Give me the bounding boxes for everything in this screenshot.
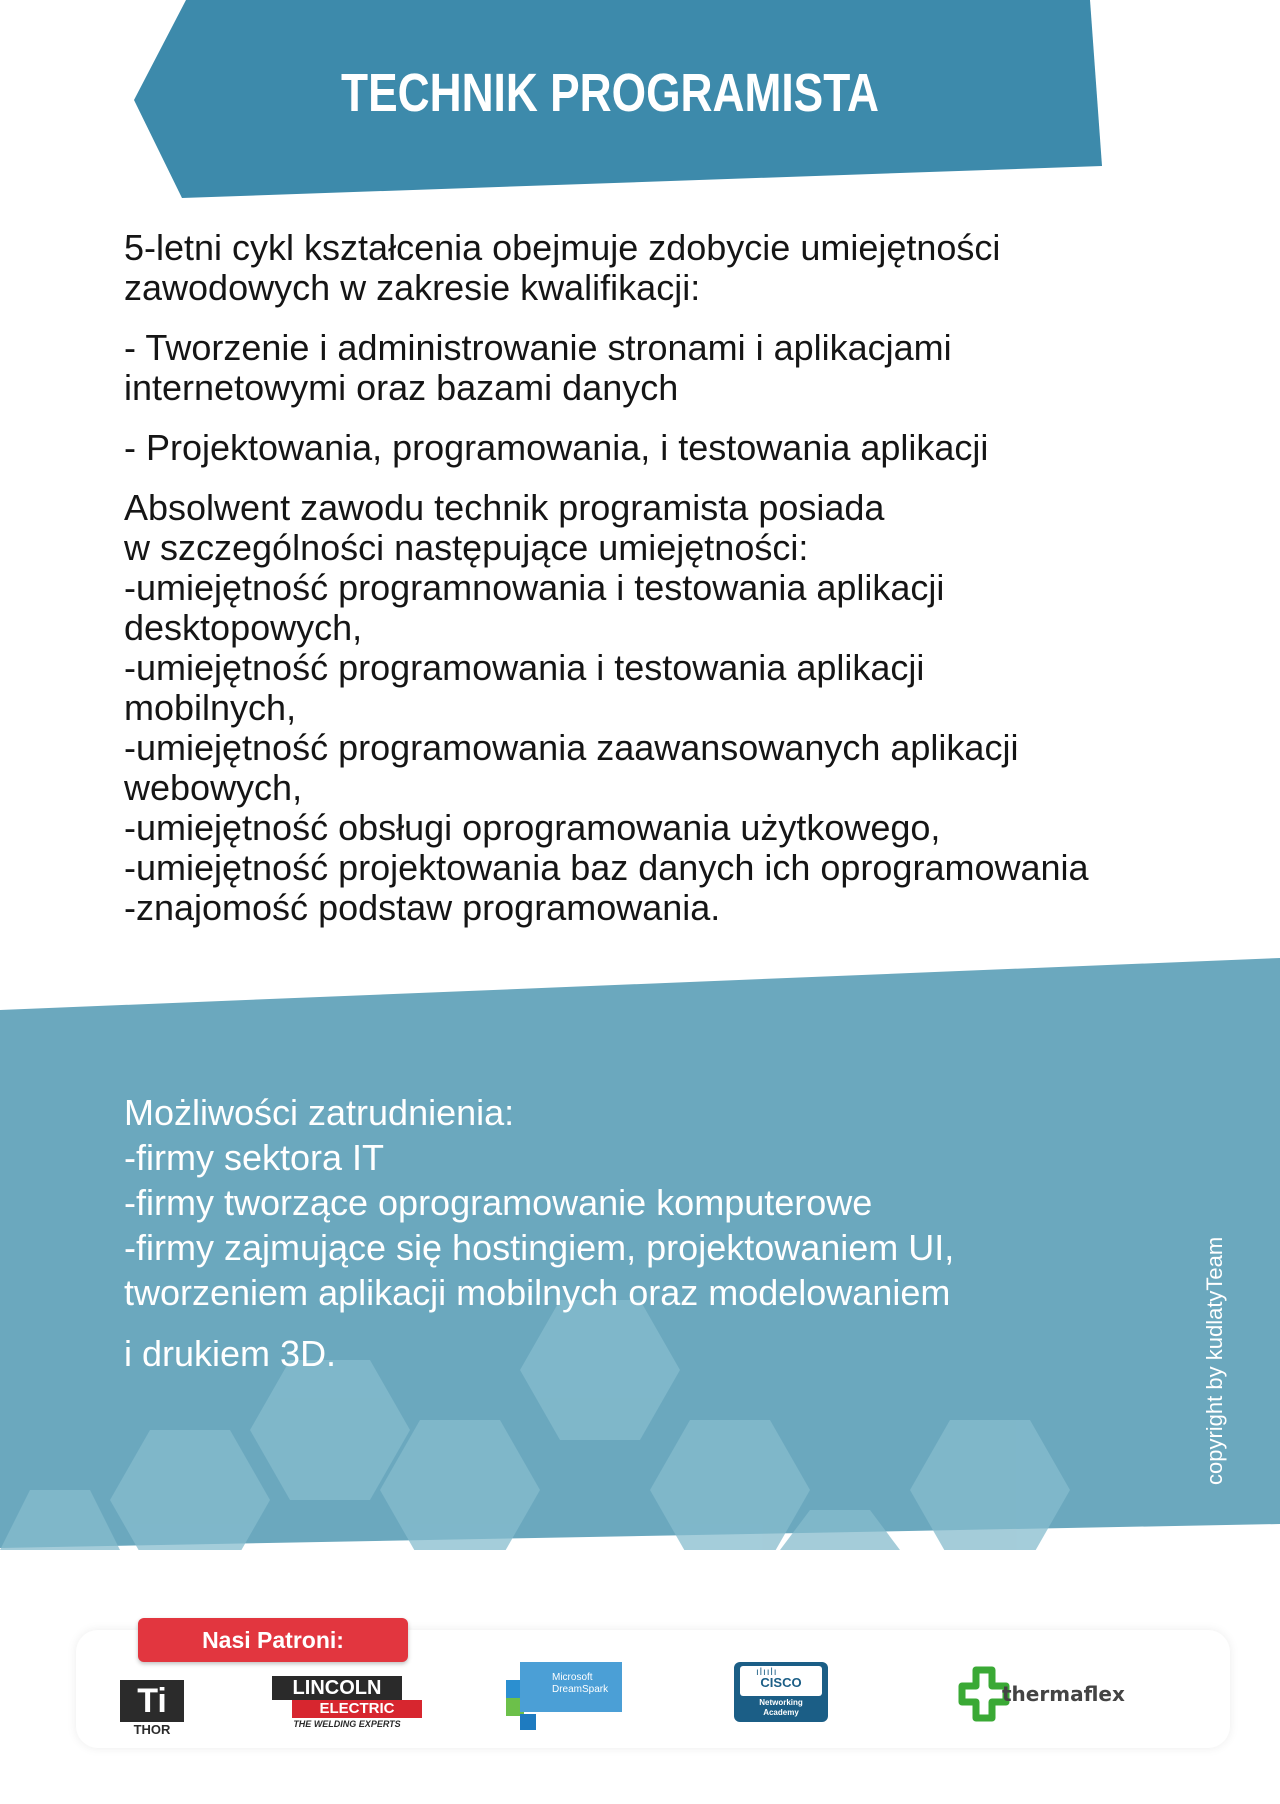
employment-line: -firmy tworzące oprogramowanie komputerowe (124, 1182, 873, 1223)
qualification-1-line-2: internetowymi oraz bazami danych (124, 367, 679, 408)
microsoft-dreamspark-logo (506, 1662, 622, 1734)
employment-line: -firmy sektora IT (124, 1137, 385, 1178)
graduate-line-1: Absolwent zawodu technik programista posiada (124, 487, 885, 528)
dreamspark-square-icon (520, 1714, 536, 1730)
skill-line: -umiejętność programnowania i testowania aplikacji (124, 567, 945, 608)
cisco-bars-icon: ılıılı (756, 1667, 778, 1678)
lincoln-logo-mid: ELECTRIC (292, 1700, 422, 1718)
copyright-note: copyright by kudlatyTeam (1202, 1236, 1227, 1485)
skill-line: mobilnych, (124, 687, 297, 728)
thermaflex-logo-name: thermaflex (1002, 1682, 1125, 1706)
cisco-sub-line-1: Networking (759, 1698, 803, 1707)
dreamspark-tile (520, 1662, 622, 1712)
employment-section (124, 1090, 1124, 1376)
cycle-line-2: zawodowych w zakresie kwalifikacji: (124, 267, 701, 308)
thor-logo-mark: Ti (120, 1680, 184, 1722)
lincoln-logo-top: LINCOLN (272, 1676, 402, 1700)
thor-logo (120, 1680, 184, 1737)
graduate-skills (124, 488, 1184, 928)
thor-logo-name: THOR (133, 1722, 171, 1737)
lincoln-electric-logo (272, 1676, 422, 1732)
skill-line: -umiejętność projektowania baz danych ich oprogramowania (124, 847, 1089, 888)
lincoln-logo-tagline: THE WELDING EXPERTS (293, 1719, 401, 1729)
dreamspark-line-1: Microsoft (552, 1672, 593, 1683)
skill-line: desktopowych, (124, 607, 363, 648)
skill-line: -znajomość podstaw programowania. (124, 887, 721, 928)
graduate-line-2: w szczególności następujące umiejętności: (124, 527, 809, 568)
cycle-line-1: 5-letni cykl kształcenia obejmuje zdobycie umiejętności (124, 227, 1001, 268)
skills-list (124, 568, 1184, 928)
program-description (124, 228, 1184, 928)
skill-line: -umiejętność obsługi oprogramowania użytkowego, (124, 807, 941, 848)
employment-line: tworzeniem aplikacji mobilnych oraz modelowaniem (124, 1272, 951, 1313)
patrons-label: Nasi Patroni: (138, 1618, 408, 1662)
employment-heading: Możliwości zatrudnienia: (124, 1092, 515, 1133)
qualification-1 (124, 328, 1184, 408)
cisco-sub-line-2: Academy (763, 1708, 799, 1717)
qualification-1-line-1: - Tworzenie i administrowanie stronami i aplikacjami (124, 327, 952, 368)
qualification-2: - Projektowania, programowania, i testowania aplikacji (124, 427, 989, 468)
skill-line: -umiejętność programowania zaawansowanych aplikacji (124, 727, 1019, 768)
skill-line: -umiejętność programowania i testowania aplikacji (124, 647, 925, 688)
thermaflex-logo (958, 1666, 1144, 1722)
cisco-logo-name: CISCO (760, 1675, 802, 1690)
skill-line: webowych, (124, 767, 303, 808)
cisco-logo-subtitle (734, 1698, 828, 1718)
dreamspark-line-2: DreamSpark (552, 1684, 609, 1695)
page-title: TECHNIK PROGRAMISTA (341, 63, 879, 123)
cisco-networking-academy-logo (734, 1662, 828, 1722)
employment-line: -firmy zajmujące się hostingiem, projektowaniem UI, (124, 1227, 955, 1268)
employment-line: i drukiem 3D. (124, 1333, 337, 1374)
cisco-logo-inner (740, 1666, 822, 1696)
cycle-paragraph (124, 228, 1184, 308)
